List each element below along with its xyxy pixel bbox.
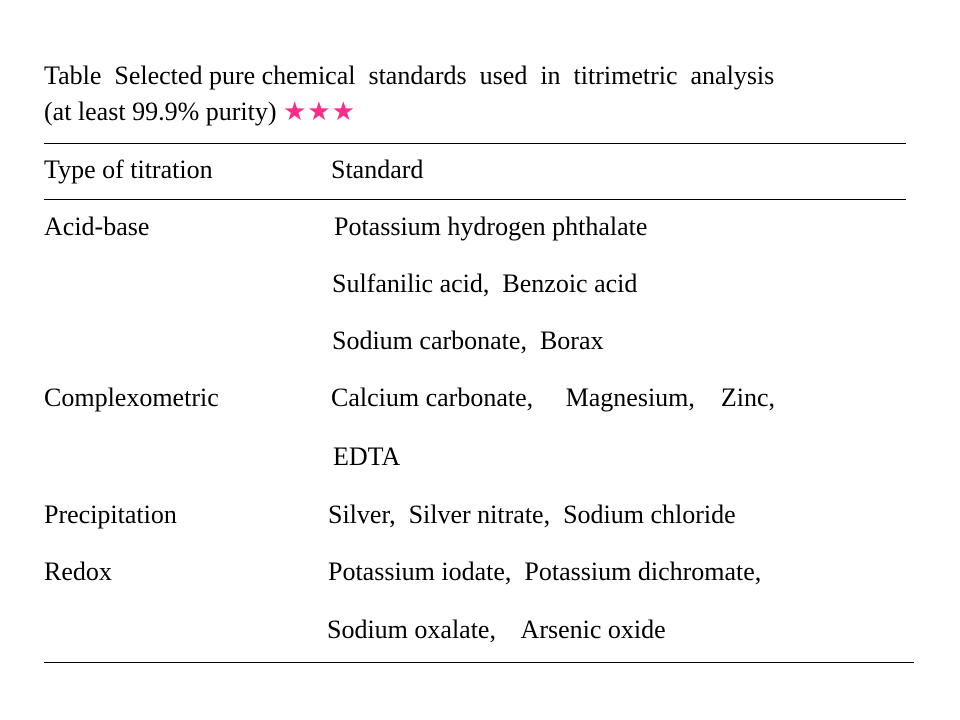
caption-line-2-text: (at least 99.9% purity) <box>44 97 283 126</box>
row-standard: Sodium carbonate, Borax <box>332 326 604 355</box>
header-type-of-titration: Type of titration <box>44 155 213 184</box>
rating-stars-icon: ★★★ <box>283 97 356 126</box>
row-type-complexometric: Complexometric <box>44 383 219 412</box>
table-bottom-rule <box>44 662 914 663</box>
row-standard: Potassium hydrogen phthalate <box>334 212 648 241</box>
row-standard: Potassium iodate, Potassium dichromate, <box>328 557 762 586</box>
table-caption <box>44 58 924 130</box>
table-header-rule <box>44 199 906 200</box>
header-standard: Standard <box>331 155 424 184</box>
row-standard: Sulfanilic acid, Benzoic acid <box>332 269 638 298</box>
table-top-rule <box>44 143 906 144</box>
row-standard: Sodium oxalate, Arsenic oxide <box>327 615 666 644</box>
row-type-acid-base: Acid-base <box>44 212 150 241</box>
row-standard: Calcium carbonate, Magnesium, Zinc, <box>331 383 776 412</box>
row-standard: EDTA <box>333 442 401 471</box>
row-type-precipitation: Precipitation <box>44 500 177 529</box>
caption-line-2 <box>44 94 924 130</box>
row-type-redox: Redox <box>44 557 112 586</box>
row-standard: Silver, Silver nitrate, Sodium chloride <box>328 500 736 529</box>
caption-line-1: Table Selected pure chemical standards used in titrimetric analysis <box>44 61 775 90</box>
